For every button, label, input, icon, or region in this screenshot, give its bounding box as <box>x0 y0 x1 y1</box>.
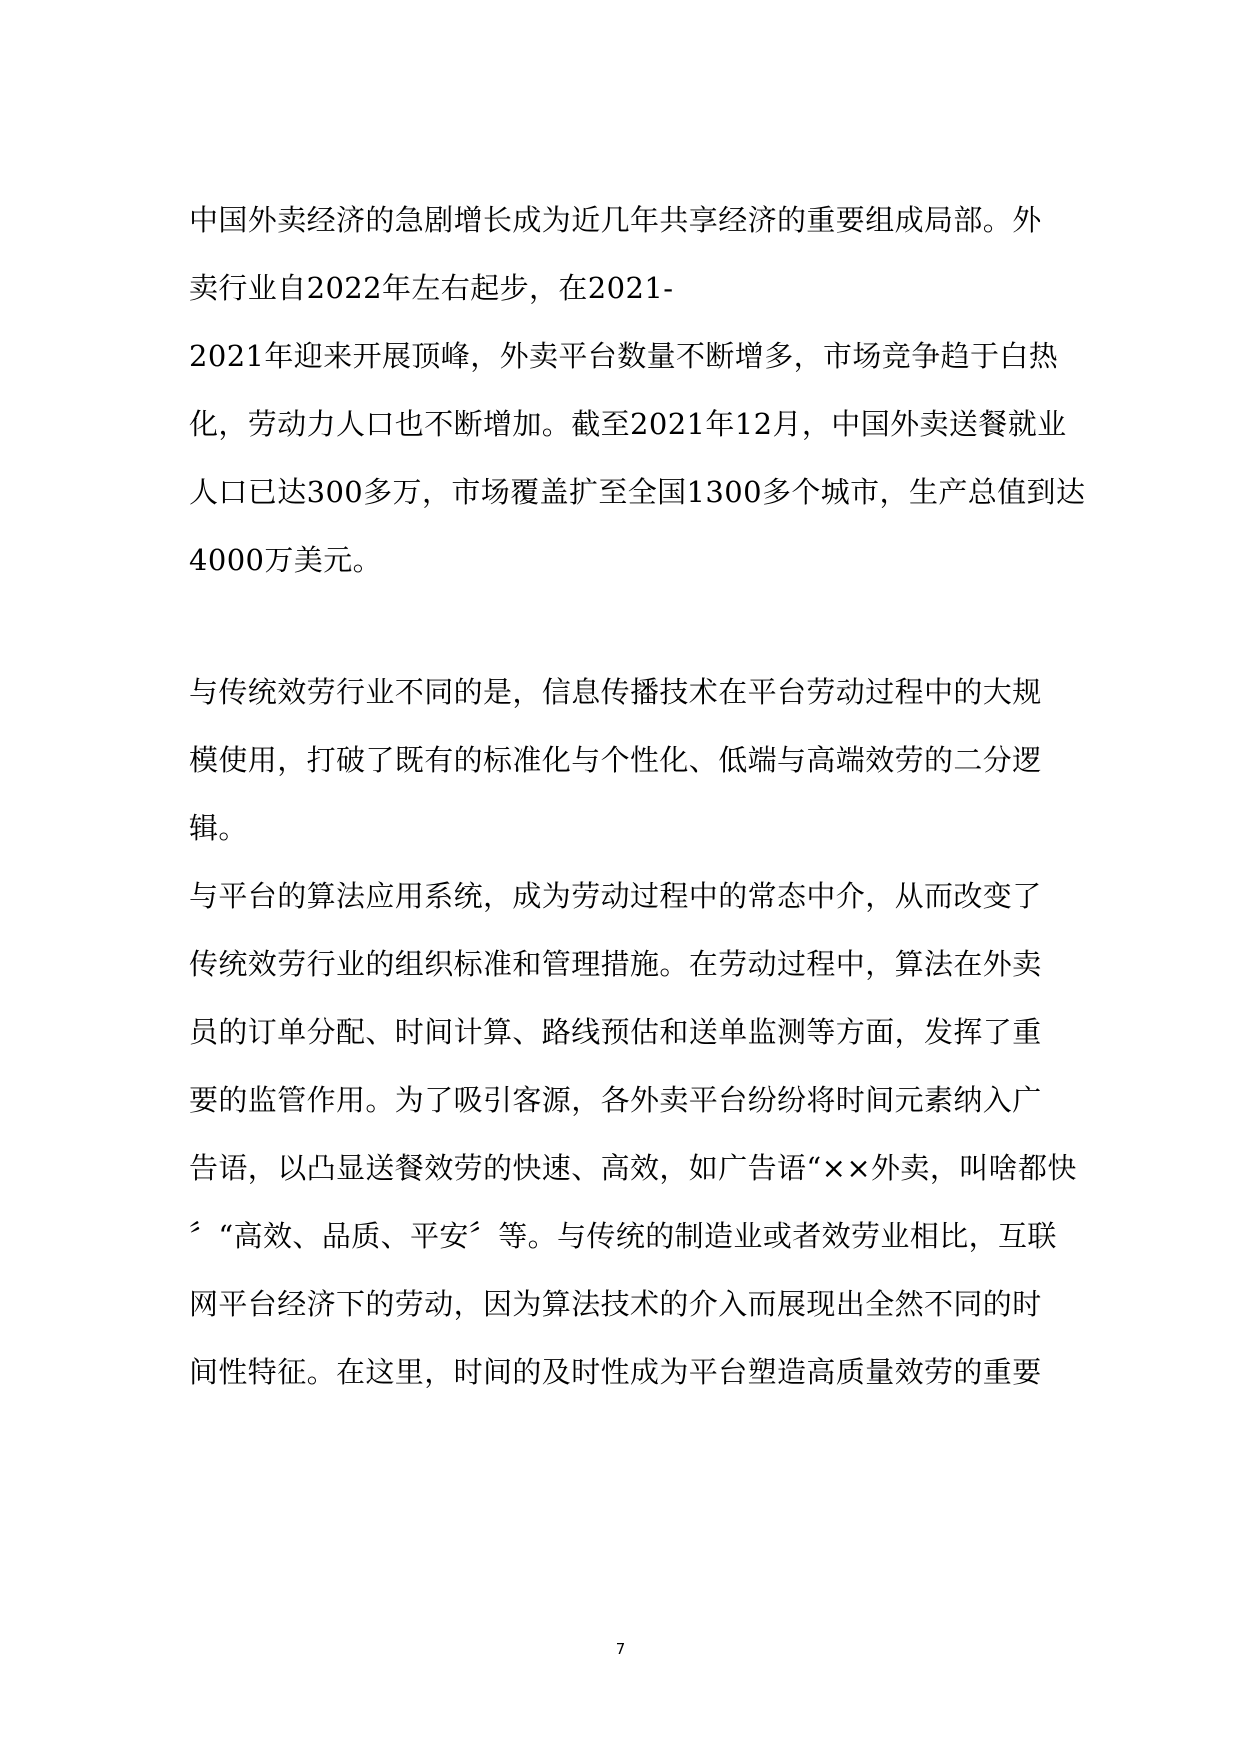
text-line: 员的订单分配、时间计算、路线预估和送单监测等方面，发挥了重 <box>189 1015 1042 1049</box>
text-line: 中国外卖经济的急剧增长成为近几年共享经济的重要组成局部。外 <box>189 203 1042 237</box>
text-line: 卖行业自2022年左右起步，在2021- <box>189 271 674 305</box>
text-line: 〞“高效、品质、平安〞等。与传统的制造业或者效劳业相比，互联 <box>189 1219 1057 1253</box>
text-line: 间性特征。在这里，时间的及时性成为平台塑造高质量效劳的重要 <box>189 1355 1042 1389</box>
text-line: 人口已达300多万，市场覆盖扩至全国1300多个城市，生产总值到达 <box>189 475 1086 509</box>
text-line: 网平台经济下的劳动，因为算法技术的介入而展现出全然不同的时 <box>189 1287 1042 1321</box>
text-line: 告语，以凸显送餐效劳的快速、高效，如广告语“××外卖，叫啥都快 <box>189 1151 1077 1185</box>
text-line: 与平台的算法应用系统，成为劳动过程中的常态中介，从而改变了 <box>189 879 1042 913</box>
text-line: 化，劳动力人口也不断增加。截至2021年12月，中国外卖送餐就业 <box>189 407 1067 441</box>
page-number: 7 <box>615 1640 626 1658</box>
text-line: 与传统效劳行业不同的是，信息传播技术在平台劳动过程中的大规 <box>189 675 1042 709</box>
text-line: 2021年迎来开展顶峰，外卖平台数量不断增多，市场竞争趋于白热 <box>189 339 1059 373</box>
text-line: 要的监管作用。为了吸引客源，各外卖平台纷纷将时间元素纳入广 <box>189 1083 1042 1117</box>
text-line: 4000万美元。 <box>189 543 383 577</box>
text-line: 传统效劳行业的组织标准和管理措施。在劳动过程中，算法在外卖 <box>189 947 1042 981</box>
text-line: 模使用，打破了既有的标准化与个性化、低端与高端效劳的二分逻 <box>189 743 1042 777</box>
text-line: 辑。 <box>189 811 248 845</box>
